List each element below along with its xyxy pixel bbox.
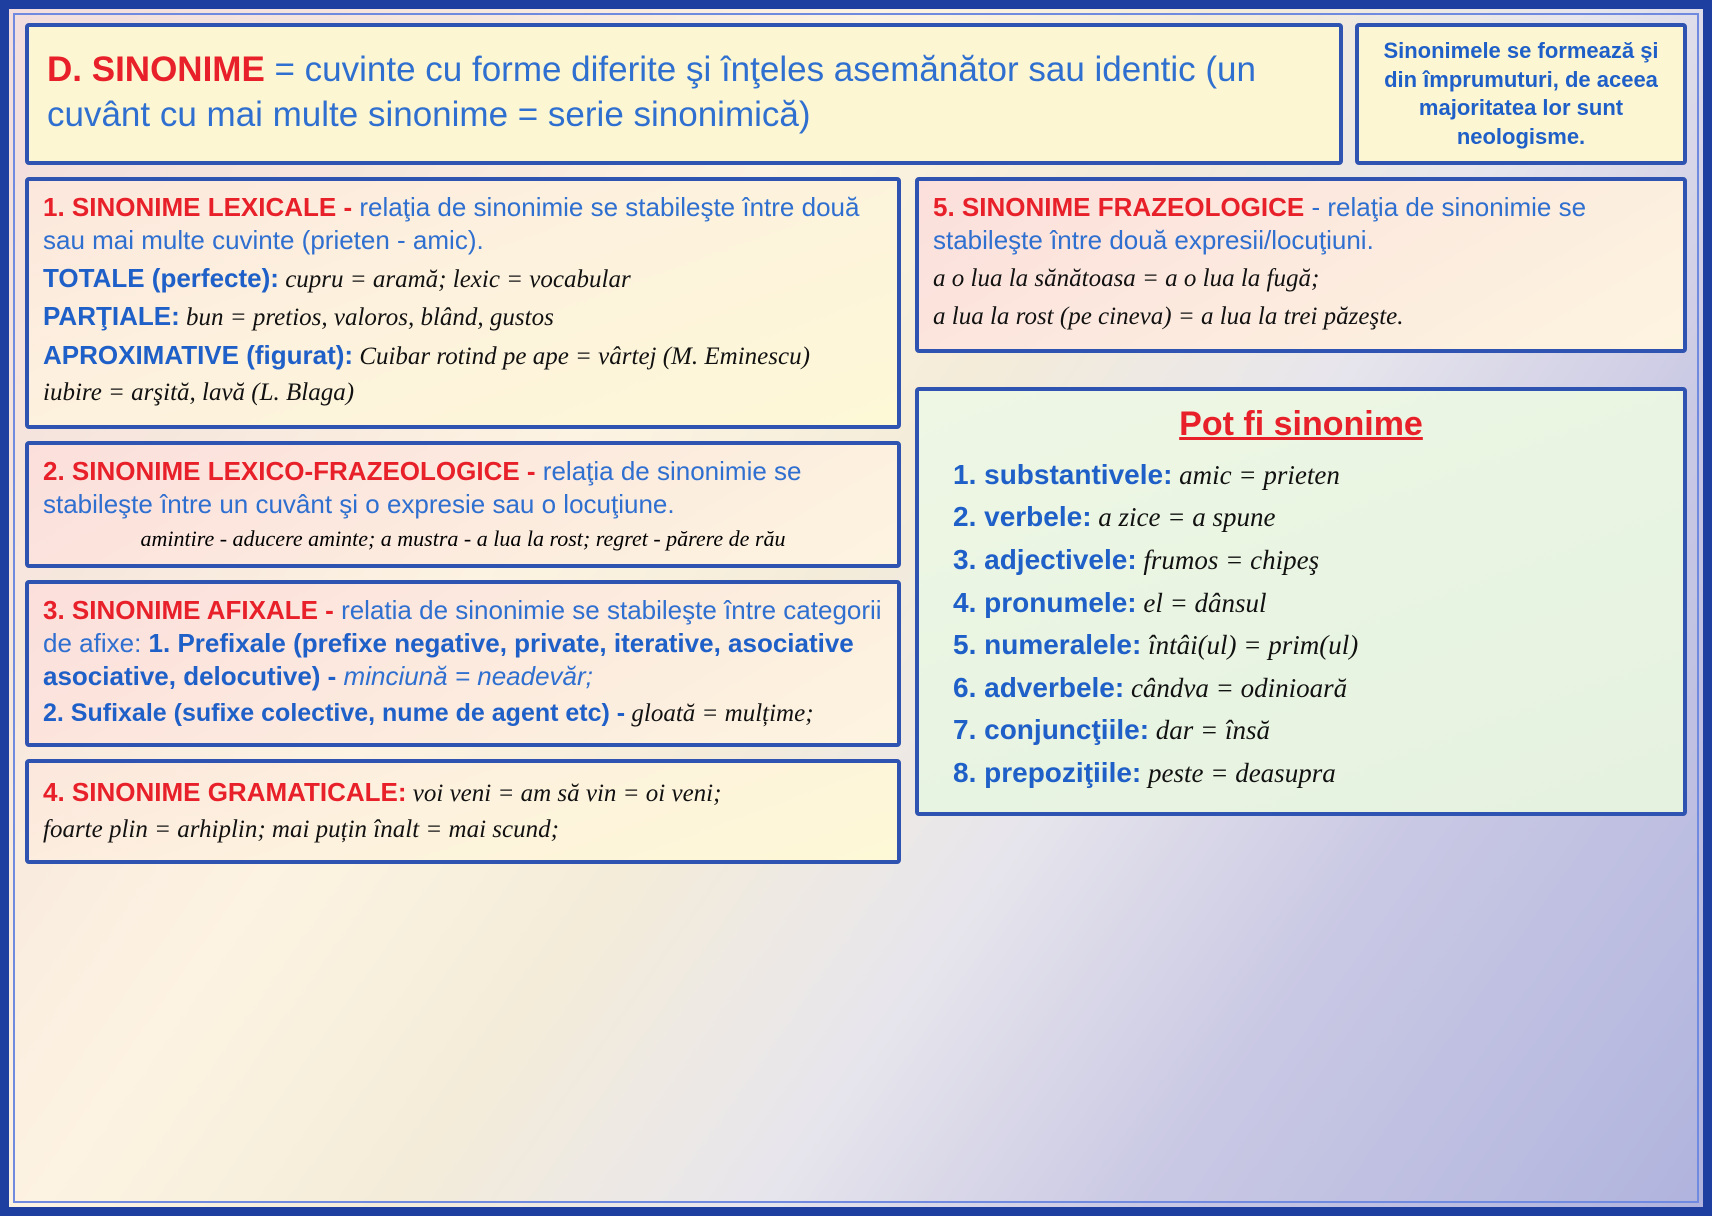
pot-fi-sinonime-title: Pot fi sinonime xyxy=(1179,404,1423,443)
card3-sufixale-example: gloată = mulțime; xyxy=(625,699,814,727)
card2-heading: 2. SINONIME LEXICO-FRAZEOLOGICE - xyxy=(43,455,536,486)
card1-row-partiale-label: PARŢIALE: xyxy=(43,301,180,332)
content-columns xyxy=(25,177,1687,876)
left-column xyxy=(25,177,901,876)
pos-item-label: 6. adverbele: xyxy=(953,671,1125,703)
card4-example-1: voi veni = am să vin = oi veni; xyxy=(406,780,722,808)
pos-item-example: amic = prieten xyxy=(1172,459,1340,490)
pos-item-label: 3. adjectivele: xyxy=(953,543,1137,575)
pos-item-example: a zice = a spune xyxy=(1091,502,1276,533)
note-box xyxy=(1355,23,1687,165)
list-item xyxy=(935,539,1667,582)
card-pot-fi-sinonime xyxy=(915,387,1687,816)
card3-prefixale-label: 1. Prefixale (prefixe negative, private, iterative, asociative asociative, delocutive) - xyxy=(43,628,854,691)
card3-definition-text: relatia de sinonimie se stabileşte între categorii de afixe: xyxy=(43,595,882,659)
card1-heading: 1. SINONIME LEXICALE - xyxy=(43,192,353,223)
card1-row-partiale xyxy=(43,299,883,336)
pos-item-example: întâi(ul) = prim(ul) xyxy=(1141,630,1359,661)
list-item xyxy=(935,454,1667,497)
list-item xyxy=(935,624,1667,667)
pos-item-label: 8. prepoziţiile: xyxy=(953,756,1142,788)
pos-item-label: 5. numeralele: xyxy=(953,629,1142,661)
pos-item-example: frumos = chipeş xyxy=(1136,544,1320,575)
page-title xyxy=(47,48,1321,138)
card3-sufixale-line xyxy=(43,697,883,731)
card-sinonime-afixale xyxy=(25,580,901,747)
list-item xyxy=(935,709,1667,752)
card1-row-aproximative-example: Cuibar rotind pe ape = vârtej (M. Eminescu) xyxy=(353,342,810,370)
card5-example-2: a lua la rost (pe cineva) = a lua la trei păzeşte. xyxy=(933,302,1404,330)
card1-row-totale-example: cupru = aramă; lexic = vocabular xyxy=(278,265,631,293)
card3-sufixale-label: 2. Sufixale (sufixe colective, nume de agent etc) - xyxy=(43,698,626,727)
list-item xyxy=(935,496,1667,539)
card4-example-2: foarte plin = arhiplin; mai puțin înalt = mai scund; xyxy=(43,815,559,843)
title-keyword: D. SINONIME xyxy=(47,50,265,90)
list-item xyxy=(935,667,1667,710)
card5-definition xyxy=(933,191,1669,257)
title-rest: = cuvinte cu forme diferite şi înţeles asemănător sau identic (un cuvânt cu mai multe sinonime = serie sinonimică) xyxy=(47,50,1256,135)
card5-example-1: a o lua la sănătoasa = a o lua la fugă; xyxy=(933,264,1320,292)
card2-examples: amintire - aducere aminte; a mustra - a lua la rost; regret - părere de rău xyxy=(140,526,786,552)
card1-definition xyxy=(43,191,883,257)
pos-item-example: el = dânsul xyxy=(1136,587,1267,618)
card1-extra-example: iubire = arşită, lavă (L. Blaga) xyxy=(43,379,355,407)
title-box xyxy=(25,23,1343,165)
card3-prefixale-example: minciună = neadevăr; xyxy=(336,660,593,691)
pos-item-label: 2. verbele: xyxy=(953,501,1092,533)
list-item xyxy=(935,752,1667,795)
card1-definition-text: relaţia de sinonimie se stabileşte între două sau mai multe cuvinte (prieten - amic). xyxy=(43,192,860,256)
card1-row-aproximative xyxy=(43,338,883,375)
card2-definition-text: relaţia de sinonimie se stabileşte între un cuvânt şi o expresie sau o locuţiune. xyxy=(43,455,802,519)
card1-row-totale-label: TOTALE (perfecte): xyxy=(43,262,279,293)
card5-heading: 5. SINONIME FRAZEOLOGICE xyxy=(933,192,1305,223)
card1-row-totale xyxy=(43,261,883,298)
card1-row-aproximative-label: APROXIMATIVE (figurat): xyxy=(43,339,354,370)
pos-item-example: cândva = odinioară xyxy=(1124,672,1348,703)
card2-definition xyxy=(43,455,883,521)
card-sinonime-lexicale xyxy=(25,177,901,429)
card-sinonime-lexico-frazeologice xyxy=(25,441,901,569)
right-column xyxy=(915,177,1687,816)
card5-definition-text: - relaţia de sinonimie se stabileşte între două expresii/locuţiuni. xyxy=(933,192,1587,256)
card4-line-1 xyxy=(43,775,883,811)
card1-row-partiale-example: bun = pretios, valoros, blând, gustos xyxy=(179,304,554,332)
pos-item-label: 1. substantivele: xyxy=(953,458,1173,490)
pos-item-label: 7. conjuncţiile: xyxy=(953,714,1150,746)
card4-heading: 4. SINONIME GRAMATICALE: xyxy=(43,777,407,808)
pos-item-example: dar = însă xyxy=(1149,715,1271,746)
card3-definition xyxy=(43,594,883,692)
card3-heading: 3. SINONIME AFIXALE - xyxy=(43,595,334,626)
card-sinonime-frazeologice xyxy=(915,177,1687,353)
top-row xyxy=(25,23,1687,165)
note-text: Sinonimele se formează şi din împrumuturi, de aceea majoritatea lor sunt neologisme. xyxy=(1383,38,1659,149)
pos-item-label: 4. pronumele: xyxy=(953,586,1137,618)
card-sinonime-gramaticale xyxy=(25,759,901,864)
pos-item-example: peste = deasupra xyxy=(1141,757,1336,788)
list-item xyxy=(935,582,1667,625)
